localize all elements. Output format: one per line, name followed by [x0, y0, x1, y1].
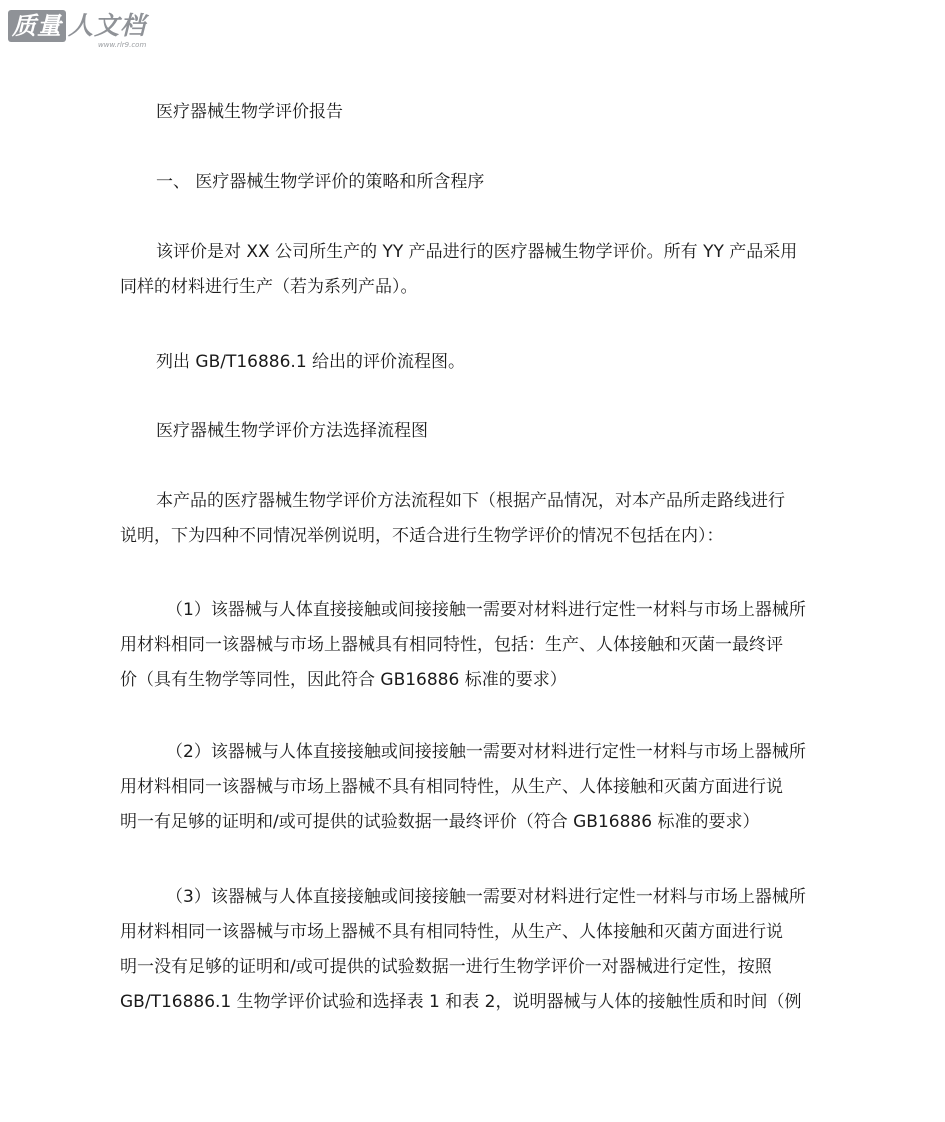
paragraph-flowchart-title: 医疗器械生物学评价方法选择流程图	[156, 421, 428, 441]
paragraph-line: 明一没有足够的证明和/或可提供的试验数据一进行生物学评价一对器械进行定性，按照	[120, 957, 772, 977]
paragraph-line: GB/T16886.1 生物学评价试验和选择表 1 和表 2，说明器械与人体的接触性质和时间（例	[120, 992, 802, 1012]
paragraph-line: 同样的材料进行生产（若为系列产品）。	[120, 277, 418, 297]
paragraph-line: 该评价是对 XX 公司所生产的 YY 产品进行的医疗器械生物学评价。所有 YY 产品采用	[156, 242, 798, 262]
paragraph-method	[120, 484, 840, 554]
paragraph-line: 明一有足够的证明和/或可提供的试验数据一最终评价（符合 GB16886 标准的要求）	[120, 812, 760, 832]
site-logo	[8, 10, 146, 50]
paragraph-line: 价（具有生物学等同性，因此符合 GB16886 标准的要求）	[120, 670, 567, 690]
paragraph-line: 说明，下为四种不同情况举例说明，不适合进行生物学评价的情况不包括在内）：	[120, 526, 724, 546]
logo-brand-box: 质量	[8, 10, 66, 42]
paragraph-intro	[120, 235, 840, 305]
paragraph-line: 用材料相同一该器械与市场上器械具有相同特性，包括：生产、人体接触和灭菌一最终评	[120, 635, 783, 655]
paragraph-line: 用材料相同一该器械与市场上器械不具有相同特性，从生产、人体接触和灭菌方面进行说	[120, 777, 783, 797]
logo-brand-text: 人文档	[68, 11, 147, 40]
document-title: 医疗器械生物学评价报告	[156, 102, 343, 122]
paragraph-line: 本产品的医疗器械生物学评价方法流程如下（根据产品情况，对本产品所走路线进行	[156, 491, 785, 511]
logo-right	[68, 10, 146, 50]
paragraph-line: （3）该器械与人体直接接触或间接接触一需要对材料进行定性一材料与市场上器械所	[166, 887, 806, 907]
paragraph-line: 用材料相同一该器械与市场上器械不具有相同特性，从生产、人体接触和灭菌方面进行说	[120, 922, 783, 942]
paragraph-flowchart-ref: 列出 GB/T16886.1 给出的评价流程图。	[156, 352, 466, 372]
section-heading: 一、 医疗器械生物学评价的策略和所含程序	[156, 172, 485, 192]
paragraph-line: （2）该器械与人体直接接触或间接接触一需要对材料进行定性一材料与市场上器械所	[166, 742, 806, 762]
list-item-2	[120, 735, 840, 840]
logo-url: www.rlr9.com	[98, 41, 147, 49]
paragraph-line: （1）该器械与人体直接接触或间接接触一需要对材料进行定性一材料与市场上器械所	[166, 600, 806, 620]
list-item-3	[120, 880, 840, 1020]
list-item-1	[120, 593, 840, 698]
